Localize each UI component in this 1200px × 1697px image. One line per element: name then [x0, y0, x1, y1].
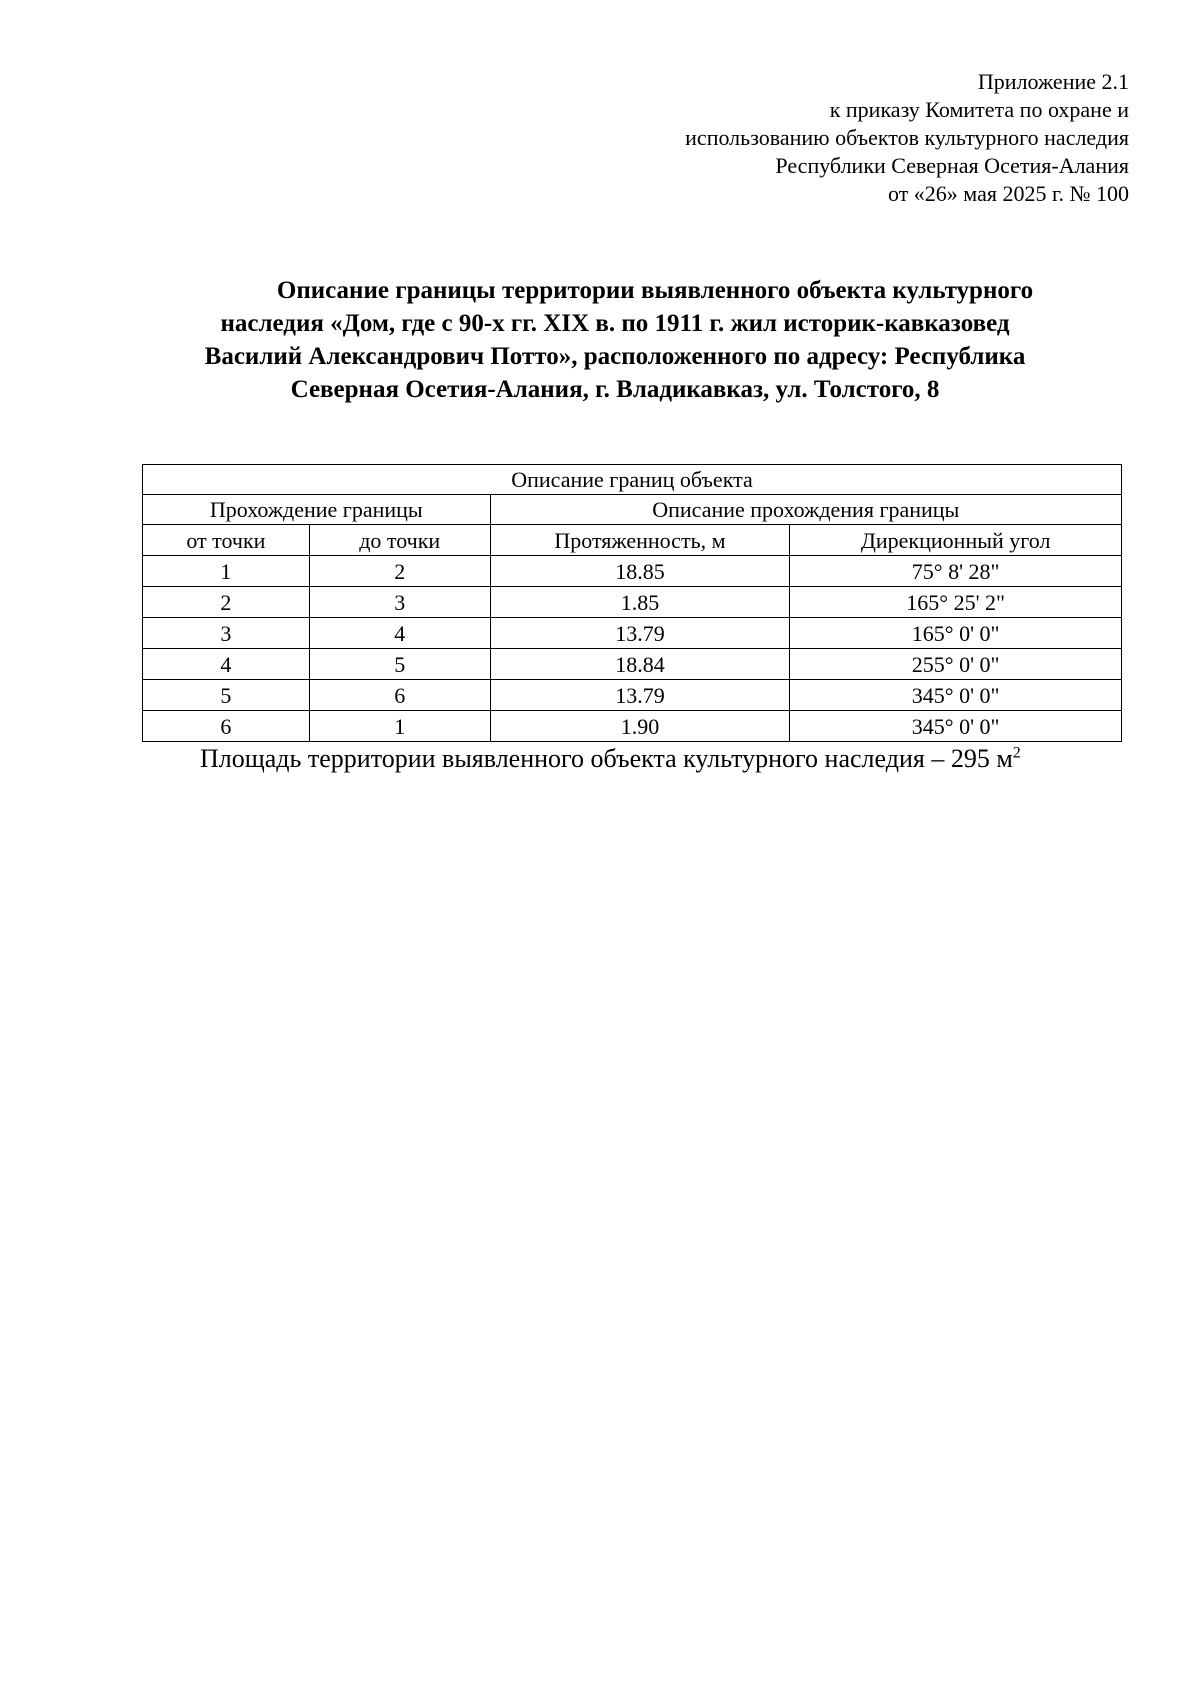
cell-direction-angle: 165° 25' 2": [790, 587, 1122, 618]
cell-direction-angle: 345° 0' 0": [790, 711, 1122, 742]
cell-direction-angle: 165° 0' 0": [790, 618, 1122, 649]
table-row: [143, 680, 1122, 711]
cell-to-point: 2: [309, 556, 490, 587]
cell-from-point: 6: [143, 711, 310, 742]
appendix-line: использованию объектов культурного наследия: [685, 125, 1129, 150]
table-row: [143, 711, 1122, 742]
table-caption: Описание границ объекта: [143, 465, 1122, 495]
column-header-direction-angle: Дирекционный угол: [790, 525, 1122, 556]
cell-length: 13.79: [490, 618, 790, 649]
title-line: Василий Александрович Потто», расположенного по адресу: Республика: [204, 343, 1026, 370]
title-line: Северная Осетия-Алания, г. Владикавказ, ул. Толстого, 8: [290, 376, 940, 403]
document-title: [150, 274, 1080, 406]
column-header-to-point: до точки: [309, 525, 490, 556]
cell-from-point: 5: [143, 680, 310, 711]
group-header-passage-description: Описание прохождения границы: [490, 495, 1121, 525]
cell-to-point: 3: [309, 587, 490, 618]
table-row: [143, 556, 1122, 587]
cell-direction-angle: 75° 8' 28": [790, 556, 1122, 587]
cell-length: 13.79: [490, 680, 790, 711]
appendix-line: к приказу Комитета по охране и: [829, 97, 1129, 122]
cell-direction-angle: 255° 0' 0": [790, 649, 1122, 680]
table-row: [143, 618, 1122, 649]
title-line: наследия «Дом, где с 90-х гг. XIX в. по 1911 г. жил историк-кавказовед: [220, 310, 1010, 337]
boundary-table: [142, 464, 1122, 742]
cell-length: 18.84: [490, 649, 790, 680]
title-line: Описание границы территории выявленного объекта культурного: [276, 277, 1034, 304]
appendix-line: Республики Северная Осетия-Алания: [775, 153, 1129, 178]
cell-to-point: 6: [309, 680, 490, 711]
cell-length: 18.85: [490, 556, 790, 587]
cell-length: 1.85: [490, 587, 790, 618]
territory-area: [200, 742, 1021, 776]
column-header-length: Протяженность, м: [490, 525, 790, 556]
appendix-line: Приложение 2.1: [977, 69, 1129, 94]
area-unit-superscript: 2: [1012, 744, 1021, 762]
cell-to-point: 1: [309, 711, 490, 742]
cell-from-point: 4: [143, 649, 310, 680]
cell-length: 1.90: [490, 711, 790, 742]
cell-from-point: 2: [143, 587, 310, 618]
cell-from-point: 3: [143, 618, 310, 649]
table-row: [143, 649, 1122, 680]
cell-from-point: 1: [143, 556, 310, 587]
cell-to-point: 4: [309, 618, 490, 649]
table-row: [143, 587, 1122, 618]
cell-direction-angle: 345° 0' 0": [790, 680, 1122, 711]
group-header-boundary-passage: Прохождение границы: [143, 495, 491, 525]
column-header-from-point: от точки: [143, 525, 310, 556]
cell-to-point: 5: [309, 649, 490, 680]
area-text: Площадь территории выявленного объекта культурного наследия – 295 м: [200, 744, 1013, 773]
appendix-line: от «26» мая 2025 г. № 100: [887, 181, 1129, 206]
appendix-header: [509, 68, 1129, 208]
